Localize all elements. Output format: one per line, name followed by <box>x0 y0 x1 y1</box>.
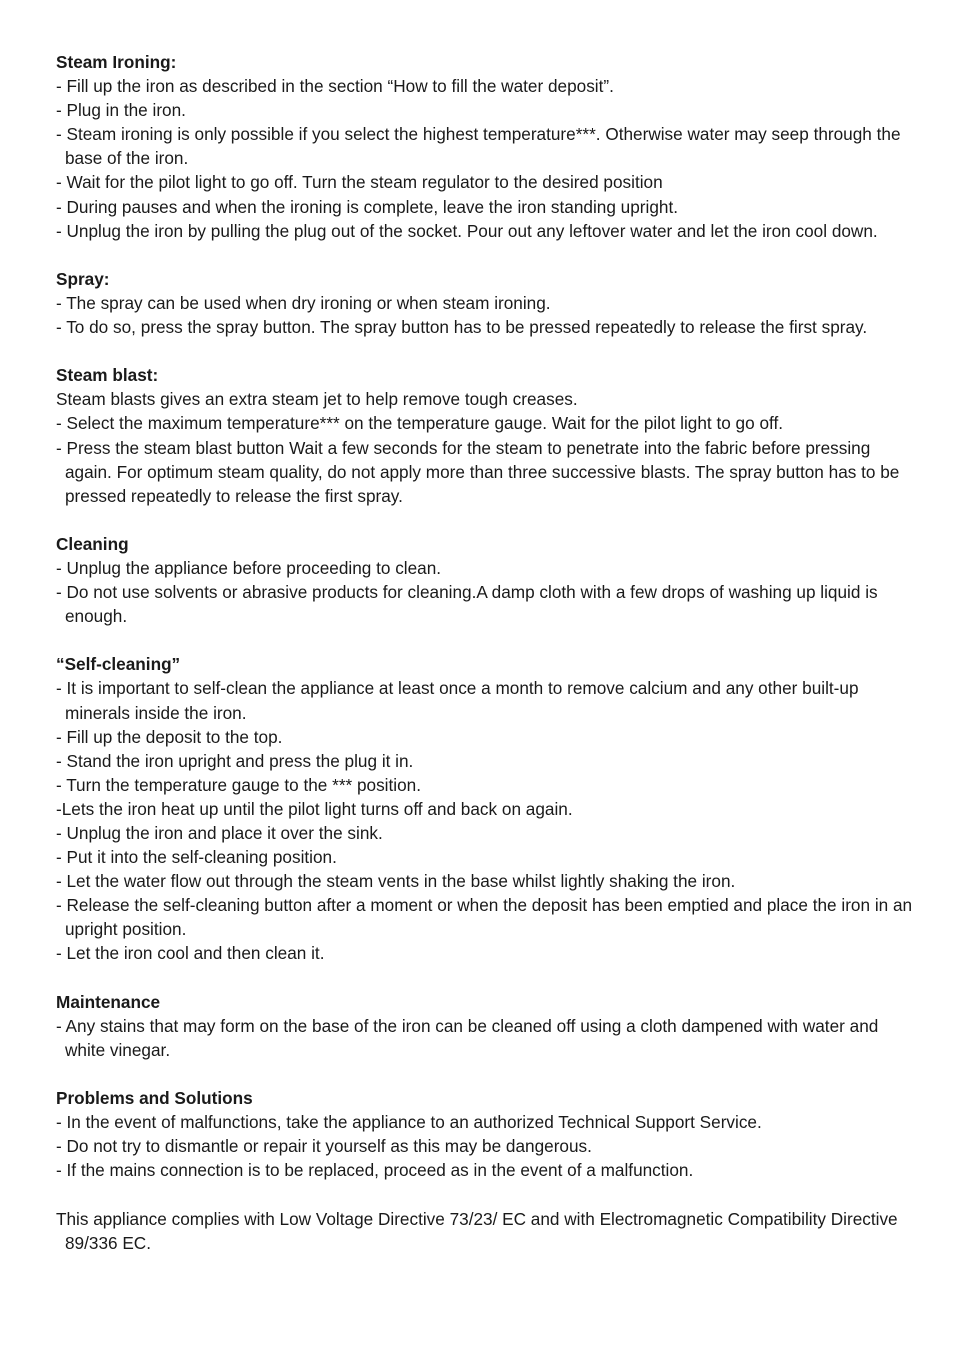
section-heading: Cleaning <box>56 533 129 554</box>
list-item: - If the mains connection is to be replaced, proceed as in the event of a malfunction. <box>56 1160 694 1181</box>
section-maintenance <box>56 990 916 1062</box>
section-heading: Maintenance <box>56 991 161 1012</box>
section-heading: Problems and Solutions <box>56 1088 253 1109</box>
list-item: - During pauses and when the ironing is complete, leave the iron standing upright. <box>56 196 678 217</box>
list-item: - Turn the temperature gauge to the *** position. <box>56 774 421 795</box>
list-item: - Press the steam blast button Wait a few seconds for the steam to penetrate into the fabric before pressing again. For optimum steam quality, do not apply more than three successive blasts. The spray button has to be pressed repeatedly to release the first spray. <box>56 437 900 506</box>
list-item: - Fill up the iron as described in the section “How to fill the water deposit”. <box>56 76 614 97</box>
section-self-cleaning <box>56 652 916 965</box>
list-item: - Put it into the self-cleaning position. <box>56 847 337 868</box>
section-intro: Steam blasts gives an extra steam jet to help remove tough creases. <box>56 389 578 410</box>
compliance-statement: This appliance complies with Low Voltage Directive 73/23/ EC and with Electromagnetic Compatibility Directive 89/336 EC. <box>56 1208 898 1253</box>
section-heading: Spray: <box>56 268 110 289</box>
list-item: - Fill up the deposit to the top. <box>56 726 283 747</box>
list-item: - It is important to self-clean the appliance at least once a month to remove calcium and any other built-up minerals inside the iron. <box>56 678 859 723</box>
list-item: - Unplug the appliance before proceeding to clean. <box>56 557 442 578</box>
list-item: - Select the maximum temperature*** on the temperature gauge. Wait for the pilot light to go off. <box>56 413 784 434</box>
list-item: - The spray can be used when dry ironing or when steam ironing. <box>56 292 551 313</box>
list-item: - Any stains that may form on the base of the iron can be cleaned off using a cloth dampened with water and white vinegar. <box>56 1015 879 1060</box>
list-item: - Release the self-cleaning button after a moment or when the deposit has been emptied and place the iron in an upright position. <box>56 895 913 940</box>
section-cleaning <box>56 532 916 628</box>
list-item: - To do so, press the spray button. The spray button has to be pressed repeatedly to release the first spray. <box>56 317 868 338</box>
list-item: - In the event of malfunctions, take the appliance to an authorized Technical Support Service. <box>56 1112 762 1133</box>
list-item: - Stand the iron upright and press the plug it in. <box>56 750 414 771</box>
list-item: - Do not use solvents or abrasive products for cleaning.A damp cloth with a few drops of washing up liquid is enough. <box>56 582 878 627</box>
section-steam-ironing <box>56 50 916 243</box>
section-problems-and-solutions <box>56 1086 916 1182</box>
document-page <box>56 50 916 1255</box>
section-heading: Steam Ironing: <box>56 52 177 72</box>
list-item: - Unplug the iron by pulling the plug out of the socket. Pour out any leftover water and let the iron cool down. <box>56 220 878 241</box>
section-spray <box>56 267 916 339</box>
list-item: - Let the iron cool and then clean it. <box>56 943 325 964</box>
list-item: - Do not try to dismantle or repair it yourself as this may be dangerous. <box>56 1136 592 1157</box>
list-item: - Let the water flow out through the steam vents in the base whilst lightly shaking the iron. <box>56 871 736 892</box>
section-heading: Steam blast: <box>56 365 159 386</box>
list-item: -Lets the iron heat up until the pilot light turns off and back on again. <box>56 798 573 819</box>
list-item: - Plug in the iron. <box>56 100 186 121</box>
section-heading: “Self-cleaning” <box>56 654 181 675</box>
list-item: - Wait for the pilot light to go off. Turn the steam regulator to the desired position <box>56 172 663 193</box>
list-item: - Steam ironing is only possible if you select the highest temperature***. Otherwise water may seep through the base of the iron. <box>56 124 901 169</box>
section-steam-blast <box>56 363 916 508</box>
list-item: - Unplug the iron and place it over the sink. <box>56 823 383 843</box>
